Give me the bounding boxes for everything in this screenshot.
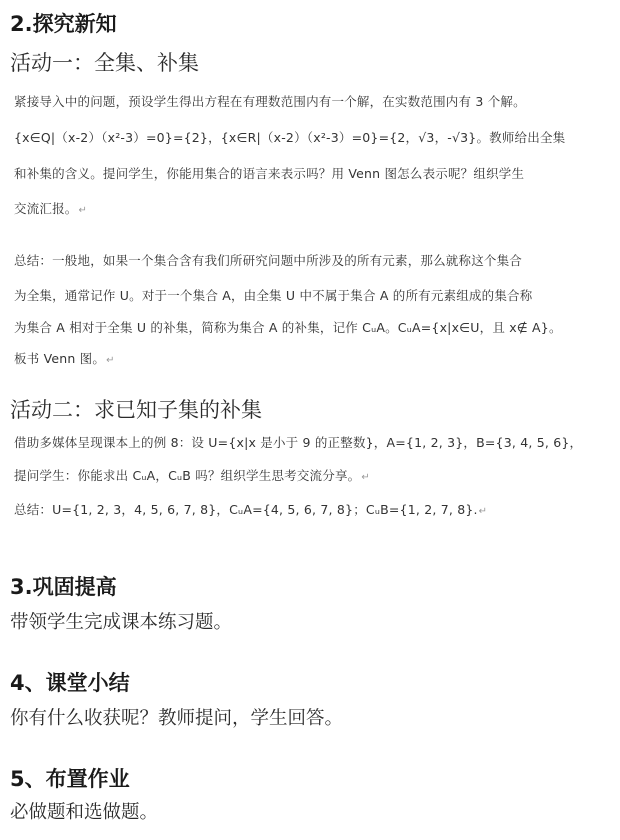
paragraph-mark: ↵ <box>361 472 370 483</box>
activity-2-title: 活动二：求已知子集的补集 <box>10 398 262 422</box>
paragraph-mark: ↵ <box>106 355 115 366</box>
paragraph-mark: ↵ <box>478 506 488 517</box>
activity-2-line: 提问学生：你能求出 CᵤA，CᵤB 吗？组织学生思考交流分享。↵ <box>14 468 370 483</box>
activity-1-line: {x∈Q|（x-2）（x²-3）=0}={2}，{x∈R|（x-2）（x²-3）=0}={2，√3，-√3}。教师给出全集 <box>14 130 566 145</box>
section-3-title: 3.巩固提高 <box>10 575 117 599</box>
summary-line: 总结：一般地，如果一个集合含有我们所研究问题中所涉及的所有元素，那么就称这个集合 <box>14 253 523 268</box>
section-3-body: 带领学生完成课本练习题。 <box>10 612 233 633</box>
activity-1-line: 交流汇报。↵ <box>14 201 88 216</box>
section-5-body: 必做题和选做题。 <box>10 802 159 823</box>
section-2-title: 2.探究新知 <box>10 12 117 36</box>
activity-1-line: 紧接导入中的问题，预设学生得出方程在有理数范围内有一个解，在实数范围内有 3 个解。 <box>14 94 526 109</box>
section-4-body: 你有什么收获呢？教师提问，学生回答。 <box>10 708 344 729</box>
paragraph-mark: ↵ <box>78 205 88 216</box>
summary-line: 为集合 A 相对于全集 U 的补集，简称为集合 A 的补集，记作 CᵤA。CᵤA={x|x∈U，且 x∉ A}。 <box>14 320 562 335</box>
summary-line: 为全集，通常记作 U。对于一个集合 A，由全集 U 中不属于集合 A 的所有元素组成的集合称 <box>14 288 533 303</box>
summary-line: 板书 Venn 图。↵ <box>14 351 115 366</box>
section-4-title: 4、课堂小结 <box>10 671 130 695</box>
activity-2-line: 总结：U={1, 2, 3，4, 5, 6, 7, 8}，CᵤA={4, 5, 6, 7, 8}；CᵤB={1, 2, 7, 8}.↵ <box>14 502 488 517</box>
activity-1-title: 活动一：全集、补集 <box>10 51 199 75</box>
activity-1-line: 和补集的含义。提问学生，你能用集合的语言来表示吗？用 Venn 图怎么表示呢？组织学生 <box>14 166 525 181</box>
activity-2-line: 借助多媒体呈现课本上的例 8：设 U={x|x 是小于 9 的正整数}，A={1, 2, 3}，B={3, 4, 5, 6}， <box>14 435 583 450</box>
section-5-title: 5、布置作业 <box>10 767 130 791</box>
